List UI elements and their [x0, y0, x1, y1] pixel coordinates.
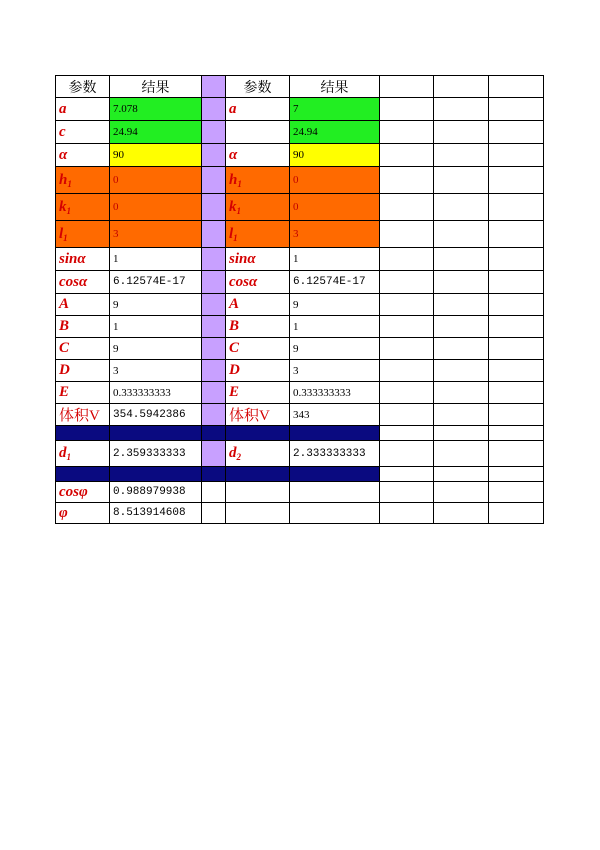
separator-cell[interactable]	[202, 316, 226, 338]
empty-cell[interactable]	[380, 338, 434, 360]
row-cos	[56, 271, 544, 294]
param-phi-value[interactable]: 8.513914608	[110, 503, 202, 524]
empty-cell[interactable]	[434, 221, 489, 248]
empty-cell[interactable]	[489, 503, 544, 524]
header-row	[56, 76, 544, 98]
param-h1-letter: h	[59, 171, 68, 188]
empty-cell[interactable]	[380, 404, 434, 426]
empty-cell[interactable]	[434, 382, 489, 404]
empty-cell[interactable]	[434, 360, 489, 382]
param-cosphi-label[interactable]: cosφ	[56, 482, 110, 503]
param-C-value-left[interactable]: 9	[110, 338, 202, 360]
navy-separator-cell[interactable]	[226, 467, 290, 482]
param-B-value-left[interactable]: 1	[110, 316, 202, 338]
navy-separator-cell[interactable]	[290, 426, 380, 441]
param-h1-value-left[interactable]: 0	[110, 167, 202, 194]
empty-cell[interactable]	[380, 441, 434, 467]
separator-cell[interactable]	[202, 294, 226, 316]
row-volume	[56, 404, 544, 426]
param-d1-value[interactable]: 2.359333333	[110, 441, 202, 467]
row-C	[56, 338, 544, 360]
param-sin-value-right[interactable]: 1	[290, 248, 380, 271]
param-h1-sub: 1	[237, 178, 242, 189]
param-sin-label[interactable]: sinα	[56, 248, 110, 271]
param-h1-label[interactable]	[56, 167, 110, 194]
separator-cell[interactable]	[202, 194, 226, 221]
param-c-label-right[interactable]	[226, 121, 290, 144]
row-h1	[56, 167, 544, 194]
empty-cell[interactable]	[489, 271, 544, 294]
separator-cell[interactable]	[202, 404, 226, 426]
param-l1-sub: 1	[63, 232, 68, 243]
param-A-label-right[interactable]: A	[226, 294, 290, 316]
param-A-label[interactable]: A	[56, 294, 110, 316]
param-header-left[interactable]: 参数	[56, 76, 110, 98]
param-alpha-value-left[interactable]: 90	[110, 144, 202, 167]
param-B-value-right[interactable]: 1	[290, 316, 380, 338]
navy-separator-row	[56, 426, 544, 441]
param-A-value-right[interactable]: 9	[290, 294, 380, 316]
empty-cell[interactable]	[489, 360, 544, 382]
param-volume-label[interactable]: 体积V	[56, 404, 110, 426]
param-k1-letter: k	[59, 198, 67, 215]
empty-cell[interactable]	[489, 441, 544, 467]
navy-separator-cell[interactable]	[290, 467, 380, 482]
empty-cell[interactable]	[434, 98, 489, 121]
result-header-right[interactable]: 结果	[290, 76, 380, 98]
param-c-value-left[interactable]: 24.94	[110, 121, 202, 144]
param-D-label-right[interactable]: D	[226, 360, 290, 382]
empty-cell[interactable]	[489, 98, 544, 121]
param-C-value-right[interactable]: 9	[290, 338, 380, 360]
empty-cell[interactable]	[434, 144, 489, 167]
empty-cell[interactable]	[290, 482, 380, 503]
empty-cell[interactable]	[489, 338, 544, 360]
param-cos-label-right[interactable]: cosα	[226, 271, 290, 294]
param-alpha-label-right[interactable]: α	[226, 144, 290, 167]
empty-cell[interactable]	[380, 194, 434, 221]
param-l1-label-right[interactable]	[226, 221, 290, 248]
empty-cell[interactable]	[489, 167, 544, 194]
param-l1-value-right[interactable]: 3	[290, 221, 380, 248]
param-A-value-left[interactable]: 9	[110, 294, 202, 316]
param-d2-sub: 2	[236, 452, 241, 462]
param-k1-label-right[interactable]	[226, 194, 290, 221]
empty-cell[interactable]	[434, 316, 489, 338]
separator-cell[interactable]	[202, 98, 226, 121]
param-cosphi-value[interactable]: 0.988979938	[110, 482, 202, 503]
separator-cell[interactable]	[202, 248, 226, 271]
empty-cell[interactable]	[434, 338, 489, 360]
param-d2-label[interactable]	[226, 441, 290, 467]
param-d1-label[interactable]	[56, 441, 110, 467]
navy-separator-cell[interactable]	[56, 426, 110, 441]
row-k1	[56, 194, 544, 221]
empty-cell[interactable]	[380, 426, 434, 441]
empty-cell[interactable]	[290, 503, 380, 524]
empty-cell[interactable]	[226, 503, 290, 524]
empty-cell[interactable]	[434, 503, 489, 524]
param-k1-sub: 1	[66, 205, 71, 216]
param-alpha-value-right[interactable]: 90	[290, 144, 380, 167]
navy-separator-cell[interactable]	[202, 426, 226, 441]
row-E	[56, 382, 544, 404]
param-volume-label-right[interactable]: 体积V	[226, 404, 290, 426]
param-volume-value-left[interactable]: 354.5942386	[110, 404, 202, 426]
empty-cell[interactable]	[434, 248, 489, 271]
empty-cell[interactable]	[489, 194, 544, 221]
spreadsheet-table	[55, 75, 544, 524]
param-k1-sub: 1	[236, 205, 241, 216]
param-k1-letter: k	[229, 198, 237, 215]
empty-cell[interactable]	[226, 482, 290, 503]
param-cos-value-left[interactable]: 6.12574E-17	[110, 271, 202, 294]
param-D-label[interactable]: D	[56, 360, 110, 382]
empty-cell[interactable]	[380, 76, 434, 98]
row-d	[56, 441, 544, 467]
navy-separator-row	[56, 467, 544, 482]
param-B-label-right[interactable]: B	[226, 316, 290, 338]
param-l1-label[interactable]	[56, 221, 110, 248]
param-l1-letter: l	[59, 225, 64, 242]
param-alpha-label[interactable]: α	[56, 144, 110, 167]
empty-cell[interactable]	[380, 248, 434, 271]
empty-cell[interactable]	[434, 76, 489, 98]
row-phi	[56, 503, 544, 524]
row-A	[56, 294, 544, 316]
navy-separator-cell[interactable]	[110, 426, 202, 441]
empty-cell[interactable]	[380, 482, 434, 503]
empty-cell[interactable]	[489, 248, 544, 271]
param-h1-letter: h	[229, 171, 238, 188]
empty-cell[interactable]	[380, 316, 434, 338]
separator-cell[interactable]	[202, 360, 226, 382]
param-h1-sub: 1	[67, 178, 72, 189]
empty-cell[interactable]	[434, 482, 489, 503]
param-E-label-right[interactable]: E	[226, 382, 290, 404]
empty-cell[interactable]	[434, 294, 489, 316]
param-a-label[interactable]: a	[56, 98, 110, 121]
empty-cell[interactable]	[202, 482, 226, 503]
param-D-value-right[interactable]: 3	[290, 360, 380, 382]
param-a-label-right[interactable]: a	[226, 98, 290, 121]
param-d1-letter: d	[59, 445, 67, 461]
navy-separator-cell[interactable]	[202, 467, 226, 482]
navy-separator-cell[interactable]	[110, 467, 202, 482]
param-k1-label[interactable]	[56, 194, 110, 221]
separator-cell[interactable]	[202, 271, 226, 294]
empty-cell[interactable]	[434, 167, 489, 194]
navy-separator-cell[interactable]	[56, 467, 110, 482]
separator-cell[interactable]	[202, 121, 226, 144]
param-sin-label-right[interactable]: sinα	[226, 248, 290, 271]
param-D-value-left[interactable]: 3	[110, 360, 202, 382]
empty-cell[interactable]	[489, 76, 544, 98]
param-volume-value-right[interactable]: 343	[290, 404, 380, 426]
param-k1-value-right[interactable]: 0	[290, 194, 380, 221]
separator-cell[interactable]	[202, 144, 226, 167]
row-a	[56, 98, 544, 121]
param-c-value-right[interactable]: 24.94	[290, 121, 380, 144]
navy-separator-cell[interactable]	[226, 426, 290, 441]
empty-cell[interactable]	[434, 271, 489, 294]
param-h1-label-right[interactable]	[226, 167, 290, 194]
empty-cell[interactable]	[434, 194, 489, 221]
empty-cell[interactable]	[380, 271, 434, 294]
separator-cell[interactable]	[202, 167, 226, 194]
param-cos-value-right[interactable]: 6.12574E-17	[290, 271, 380, 294]
separator-cell[interactable]	[202, 338, 226, 360]
empty-cell[interactable]	[380, 121, 434, 144]
empty-cell[interactable]	[489, 316, 544, 338]
empty-cell[interactable]	[202, 503, 226, 524]
param-c-label[interactable]: c	[56, 121, 110, 144]
empty-cell[interactable]	[434, 121, 489, 144]
empty-cell[interactable]	[380, 360, 434, 382]
row-sin	[56, 248, 544, 271]
empty-cell[interactable]	[380, 294, 434, 316]
empty-cell[interactable]	[380, 467, 434, 482]
param-a-value-right[interactable]: 7	[290, 98, 380, 121]
empty-cell[interactable]	[380, 382, 434, 404]
empty-cell[interactable]	[489, 144, 544, 167]
empty-cell[interactable]	[380, 144, 434, 167]
param-header-right[interactable]: 参数	[226, 76, 290, 98]
empty-cell[interactable]	[380, 167, 434, 194]
empty-cell[interactable]	[380, 503, 434, 524]
param-phi-label[interactable]: φ	[56, 503, 110, 524]
param-l1-letter: l	[229, 225, 234, 242]
empty-cell[interactable]	[489, 426, 544, 441]
row-cosphi	[56, 482, 544, 503]
empty-cell[interactable]	[380, 221, 434, 248]
empty-cell[interactable]	[489, 404, 544, 426]
param-sin-value-left[interactable]: 1	[110, 248, 202, 271]
param-a-value-left[interactable]: 7.078	[110, 98, 202, 121]
param-cos-label[interactable]: cosα	[56, 271, 110, 294]
separator-cell[interactable]	[202, 76, 226, 98]
row-l1	[56, 221, 544, 248]
param-C-label-right[interactable]: C	[226, 338, 290, 360]
empty-cell[interactable]	[489, 382, 544, 404]
row-c	[56, 121, 544, 144]
separator-cell[interactable]	[202, 382, 226, 404]
empty-cell[interactable]	[489, 221, 544, 248]
empty-cell[interactable]	[380, 98, 434, 121]
param-B-label[interactable]: B	[56, 316, 110, 338]
param-C-label[interactable]: C	[56, 338, 110, 360]
row-D	[56, 360, 544, 382]
empty-cell[interactable]	[489, 121, 544, 144]
param-E-value-right[interactable]: 0.333333333	[290, 382, 380, 404]
empty-cell[interactable]	[489, 482, 544, 503]
param-E-label[interactable]: E	[56, 382, 110, 404]
row-B	[56, 316, 544, 338]
row-alpha	[56, 144, 544, 167]
param-l1-sub: 1	[233, 232, 238, 243]
param-d2-letter: d	[229, 445, 237, 461]
param-k1-value-left[interactable]: 0	[110, 194, 202, 221]
param-d1-sub: 1	[66, 452, 71, 462]
empty-cell[interactable]	[489, 294, 544, 316]
empty-cell[interactable]	[434, 467, 489, 482]
separator-cell[interactable]	[202, 221, 226, 248]
param-l1-value-left[interactable]: 3	[110, 221, 202, 248]
param-d2-value[interactable]: 2.333333333	[290, 441, 380, 467]
empty-cell[interactable]	[434, 441, 489, 467]
empty-cell[interactable]	[434, 426, 489, 441]
result-header-left[interactable]: 结果	[110, 76, 202, 98]
param-h1-value-right[interactable]: 0	[290, 167, 380, 194]
param-E-value-left[interactable]: 0.333333333	[110, 382, 202, 404]
empty-cell[interactable]	[434, 404, 489, 426]
empty-cell[interactable]	[489, 467, 544, 482]
separator-cell[interactable]	[202, 441, 226, 467]
